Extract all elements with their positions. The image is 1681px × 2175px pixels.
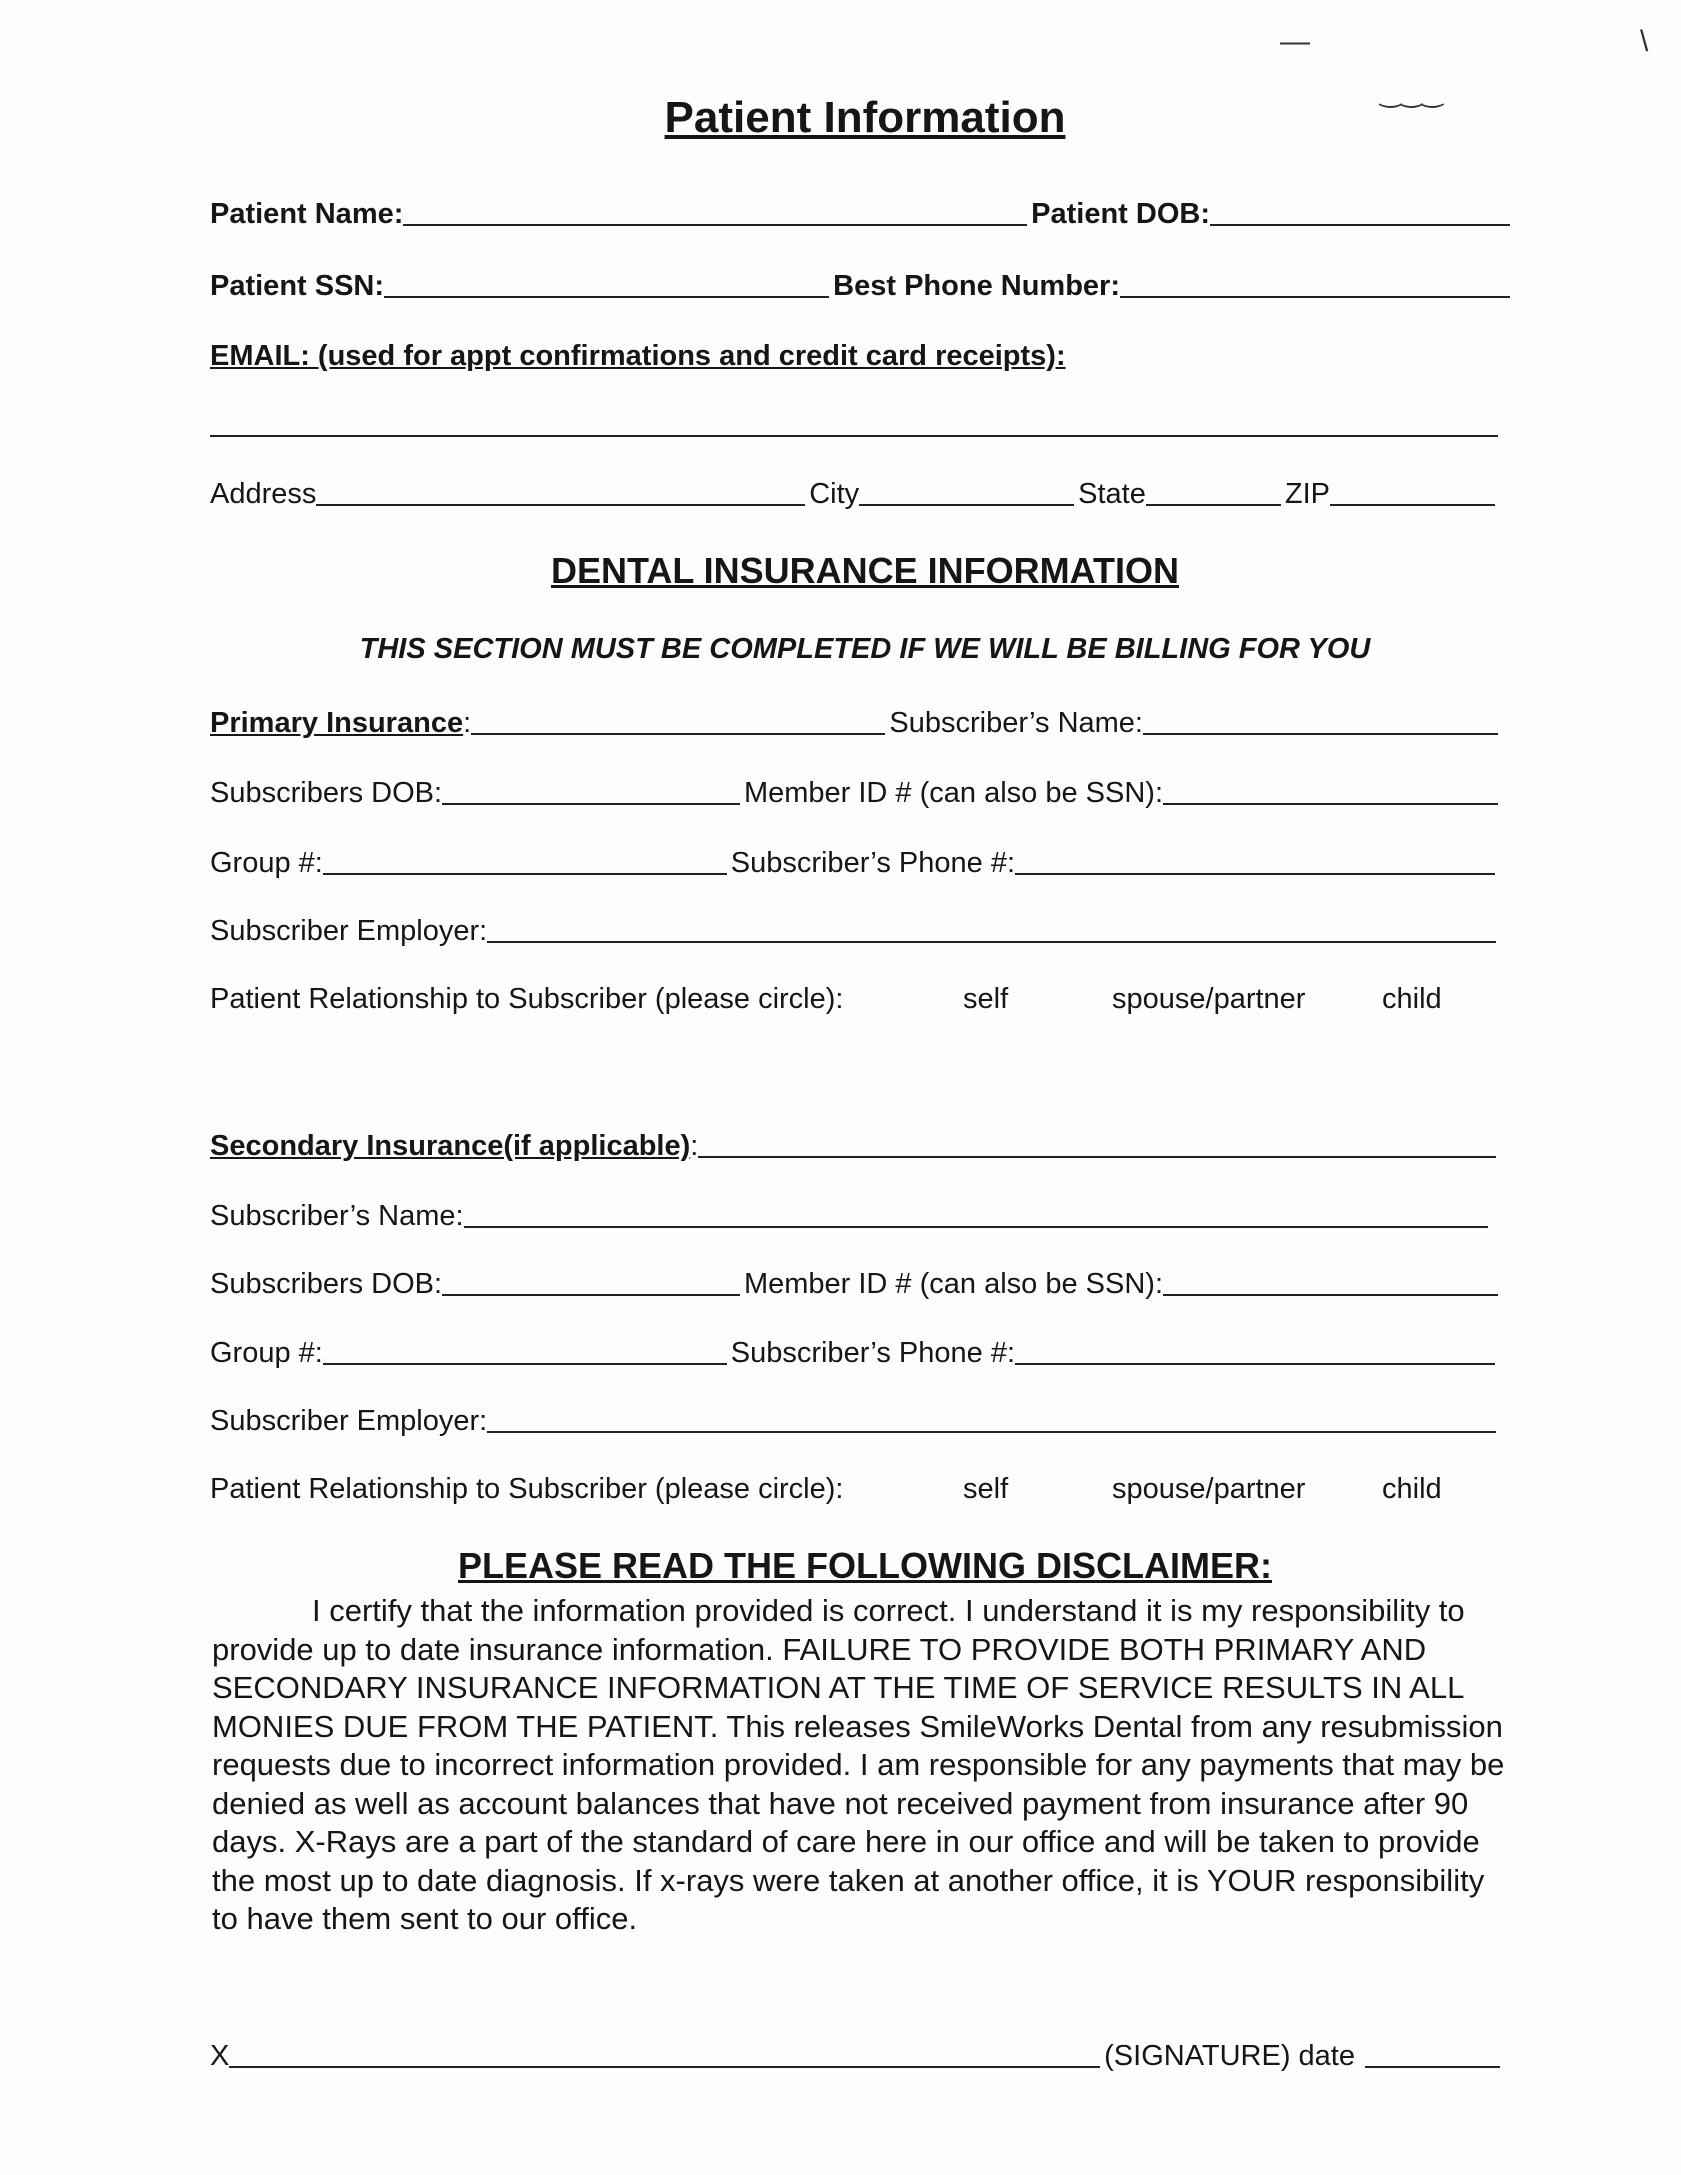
primary-insurance-field[interactable] (471, 733, 885, 735)
address-label: Address (210, 478, 317, 510)
secondary-subscriber-name-row (210, 1200, 1492, 1233)
secondary-subscriber-dob-label: Subscribers DOB: (210, 1268, 443, 1300)
page-title: Patient Information (664, 93, 1066, 142)
email-field[interactable] (210, 435, 1498, 437)
secondary-relationship-row (210, 1473, 1510, 1506)
scan-mark-squiggle: ‿‿‿ (1380, 78, 1443, 108)
secondary-subscriber-phone-field[interactable] (1015, 1363, 1495, 1365)
state-label: State (1078, 478, 1146, 510)
primary-group-field[interactable] (323, 873, 727, 875)
signature-x-mark: X (210, 2040, 230, 2072)
address-row (210, 478, 1495, 511)
primary-insurance-colon: : (463, 707, 472, 739)
secondary-insurance-row (210, 1130, 1500, 1163)
patient-dob-label: Patient DOB: (1031, 198, 1210, 230)
primary-employer-field[interactable] (487, 941, 1496, 943)
patient-name-row (210, 198, 1510, 231)
secondary-employer-field[interactable] (487, 1431, 1496, 1433)
primary-group-label: Group #: (210, 847, 323, 879)
primary-subscriber-name-field[interactable] (1143, 733, 1498, 735)
address-field[interactable] (316, 504, 805, 506)
city-field[interactable] (859, 504, 1074, 506)
secondary-group-field[interactable] (323, 1363, 727, 1365)
secondary-dob-row (210, 1268, 1498, 1301)
zip-label: ZIP (1284, 478, 1330, 510)
primary-subscriber-name-label: Subscriber’s Name: (889, 707, 1143, 739)
patient-ssn-row (210, 270, 1510, 303)
primary-insurance-row (210, 707, 1498, 740)
primary-subscriber-phone-label: Subscriber’s Phone #: (730, 847, 1015, 879)
secondary-member-id-field[interactable] (1163, 1294, 1498, 1296)
secondary-relationship-spouse[interactable]: spouse/partner (1112, 1473, 1306, 1505)
secondary-subscriber-dob-field[interactable] (442, 1294, 740, 1296)
primary-subscriber-dob-field[interactable] (442, 803, 740, 805)
signature-date-field[interactable] (1365, 2066, 1500, 2068)
best-phone-label: Best Phone Number: (833, 270, 1120, 302)
secondary-insurance-label: Secondary Insurance(if applicable) (210, 1130, 691, 1162)
state-field[interactable] (1146, 504, 1281, 506)
secondary-employer-label: Subscriber Employer: (210, 1405, 488, 1437)
primary-employer-row (210, 915, 1500, 948)
patient-name-label: Patient Name: (210, 198, 404, 230)
signature-row (210, 2040, 1500, 2073)
secondary-insurance-field[interactable] (698, 1156, 1496, 1158)
primary-dob-row (210, 777, 1498, 810)
primary-relationship-spouse[interactable]: spouse/partner (1112, 983, 1306, 1015)
primary-subscriber-dob-label: Subscribers DOB: (210, 777, 443, 809)
secondary-employer-row (210, 1405, 1500, 1438)
secondary-subscriber-name-label: Subscriber’s Name: (210, 1200, 464, 1232)
secondary-relationship-label: Patient Relationship to Subscriber (please circle): (210, 1473, 844, 1505)
patient-ssn-label: Patient SSN: (210, 270, 385, 302)
city-label: City (809, 478, 860, 510)
patient-name-field[interactable] (403, 224, 1027, 226)
secondary-subscriber-phone-label: Subscriber’s Phone #: (730, 1337, 1015, 1369)
must-complete-note: THIS SECTION MUST BE COMPLETED IF WE WILL BE BILLING FOR YOU (359, 633, 1371, 665)
secondary-relationship-self[interactable]: self (963, 1473, 1009, 1505)
primary-group-row (210, 847, 1495, 880)
primary-insurance-label: Primary Insurance (210, 707, 464, 739)
primary-relationship-child[interactable]: child (1382, 983, 1442, 1015)
secondary-insurance-colon: : (690, 1130, 699, 1162)
primary-relationship-label: Patient Relationship to Subscriber (please circle): (210, 983, 844, 1015)
primary-subscriber-phone-field[interactable] (1015, 873, 1495, 875)
secondary-member-id-label: Member ID # (can also be SSN): (743, 1268, 1163, 1300)
primary-relationship-row (210, 983, 1510, 1016)
disclaimer-text: I certify that the information provided is correct. I understand it is my responsibility to provide up to date insurance information. FAILURE TO PROVIDE BOTH PRIMARY AND SECONDARY INSURANCE INFORMATION AT THE TIME OF SERVICE RESULTS IN ALL MONIES DUE FROM THE PATIENT. This releases SmileWorks Dental from any resubmission requests due to incorrect information provided. I am responsible for any payments that may be denied as well as account balances that have not received payment from insurance after 90 days. X-Rays are a part of the standard of care here in our office and will be taken to provide the most up to date diagnosis. If x-rays were taken at another office, it is YOUR responsibility to have them sent to our office. (212, 1593, 1505, 1936)
email-label: EMAIL: (used for appt confirmations and credit card receipts): (210, 340, 1066, 372)
primary-relationship-self[interactable]: self (963, 983, 1009, 1015)
secondary-subscriber-name-field[interactable] (464, 1226, 1488, 1228)
primary-member-id-label: Member ID # (can also be SSN): (743, 777, 1163, 809)
patient-dob-field[interactable] (1210, 224, 1510, 226)
best-phone-field[interactable] (1120, 296, 1510, 298)
dental-insurance-heading: DENTAL INSURANCE INFORMATION (551, 550, 1179, 591)
secondary-group-label: Group #: (210, 1337, 323, 1369)
disclaimer-heading: PLEASE READ THE FOLLOWING DISCLAIMER: (458, 1545, 1272, 1586)
scan-mark-slash: \ (1640, 25, 1649, 58)
secondary-relationship-child[interactable]: child (1382, 1473, 1442, 1505)
secondary-group-row (210, 1337, 1495, 1370)
patient-ssn-field[interactable] (384, 296, 829, 298)
signature-field[interactable] (229, 2066, 1100, 2068)
scan-mark-dash: — (1280, 25, 1310, 58)
signature-date-label: (SIGNATURE) date (1104, 2040, 1355, 2072)
email-row (210, 340, 1510, 373)
primary-employer-label: Subscriber Employer: (210, 915, 488, 947)
zip-field[interactable] (1330, 504, 1495, 506)
primary-member-id-field[interactable] (1163, 803, 1498, 805)
